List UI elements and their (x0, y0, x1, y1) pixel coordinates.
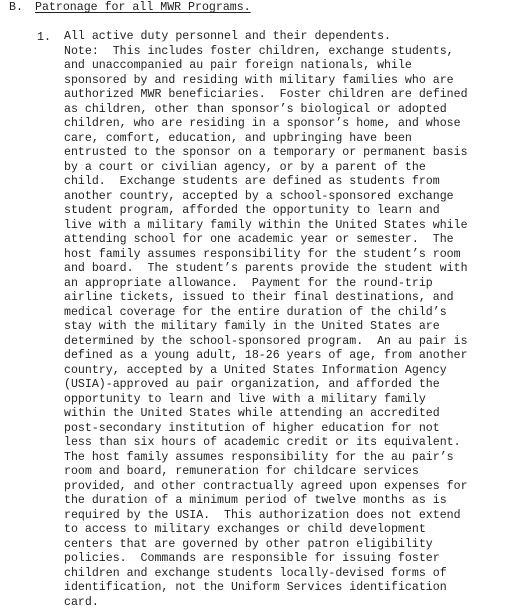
body-line: an appropriate allowance. Payment for the round-trip (64, 277, 514, 292)
body-line: The host family assumes responsibility for the au pair’s (64, 451, 514, 466)
body-line: stay with the military family in the United States are (64, 320, 514, 335)
body-line: and unaccompanied au pair foreign nationals, while (64, 59, 514, 74)
body-line: identification, not the Uniform Services identification (64, 581, 514, 596)
section-letter: B. (9, 0, 35, 16)
body-line: entrusted to the sponsor on a temporary or permanent basis (64, 146, 514, 161)
section-title: Patronage for all MWR Programs. (35, 1, 251, 14)
body-line: as children, other than sponsor’s biological or adopted (64, 103, 514, 118)
body-line: All active duty personnel and their dependents. (64, 30, 514, 45)
item-number: 1. (37, 30, 51, 46)
body-line: another country, accepted by a school-sponsored exchange (64, 190, 514, 205)
body-line: children, who are residing in a sponsor’s home, and whose (64, 117, 514, 132)
body-line: live with a military family within the United States while (64, 219, 514, 234)
body-line: policies. Commands are responsible for issuing foster (64, 552, 514, 567)
body-line: host family assumes responsibility for the student’s room (64, 248, 514, 263)
body-line: children and exchange students locally-devised forms of (64, 567, 514, 582)
body-line: post-secondary institution of higher education for not (64, 422, 514, 437)
body-line: country, accepted by a United States Information Agency (64, 364, 514, 379)
body-line: provided, and other contractually agreed upon expenses for (64, 480, 514, 495)
body-line: airline tickets, issued to their final destinations, and (64, 291, 514, 306)
body-line: required by the USIA. This authorization does not extend (64, 509, 514, 524)
body-line: and board. The student’s parents provide the student with (64, 262, 514, 277)
body-line: medical coverage for the entire duration of the child’s (64, 306, 514, 321)
section-heading (9, 0, 251, 16)
body-line: (USIA)-approved au pair organization, and afforded the (64, 378, 514, 393)
body-line: care, comfort, education, and upbringing have been (64, 132, 514, 147)
body-line: sponsored by and residing with military families who are (64, 74, 514, 89)
body-line: less than six hours of academic credit or its equivalent. (64, 436, 514, 451)
body-line: determined by the school-sponsored program. An au pair is (64, 335, 514, 350)
body-line: Note: This includes foster children, exchange students, (64, 45, 514, 60)
body-line: to access to military exchanges or child development (64, 523, 514, 538)
body-line: attending school for one academic year or semester. The (64, 233, 514, 248)
body-line: opportunity to learn and live with a military family (64, 393, 514, 408)
body-line: child. Exchange students are defined as students from (64, 175, 514, 190)
body-line: card. (64, 596, 514, 610)
body-line: authorized MWR beneficiaries. Foster children are defined (64, 88, 514, 103)
body-line: the duration of a minimum period of twelve months as is (64, 494, 514, 509)
item-body (64, 30, 514, 610)
body-line: by a court or civilian agency, or by a parent of the (64, 161, 514, 176)
body-line: defined as a young adult, 18-26 years of age, from another (64, 349, 514, 364)
body-line: centers that are governed by other patron eligibility (64, 538, 514, 553)
body-line: within the United States while attending an accredited (64, 407, 514, 422)
body-line: room and board, remuneration for childcare services (64, 465, 514, 480)
body-line: student program, afforded the opportunity to learn and (64, 204, 514, 219)
